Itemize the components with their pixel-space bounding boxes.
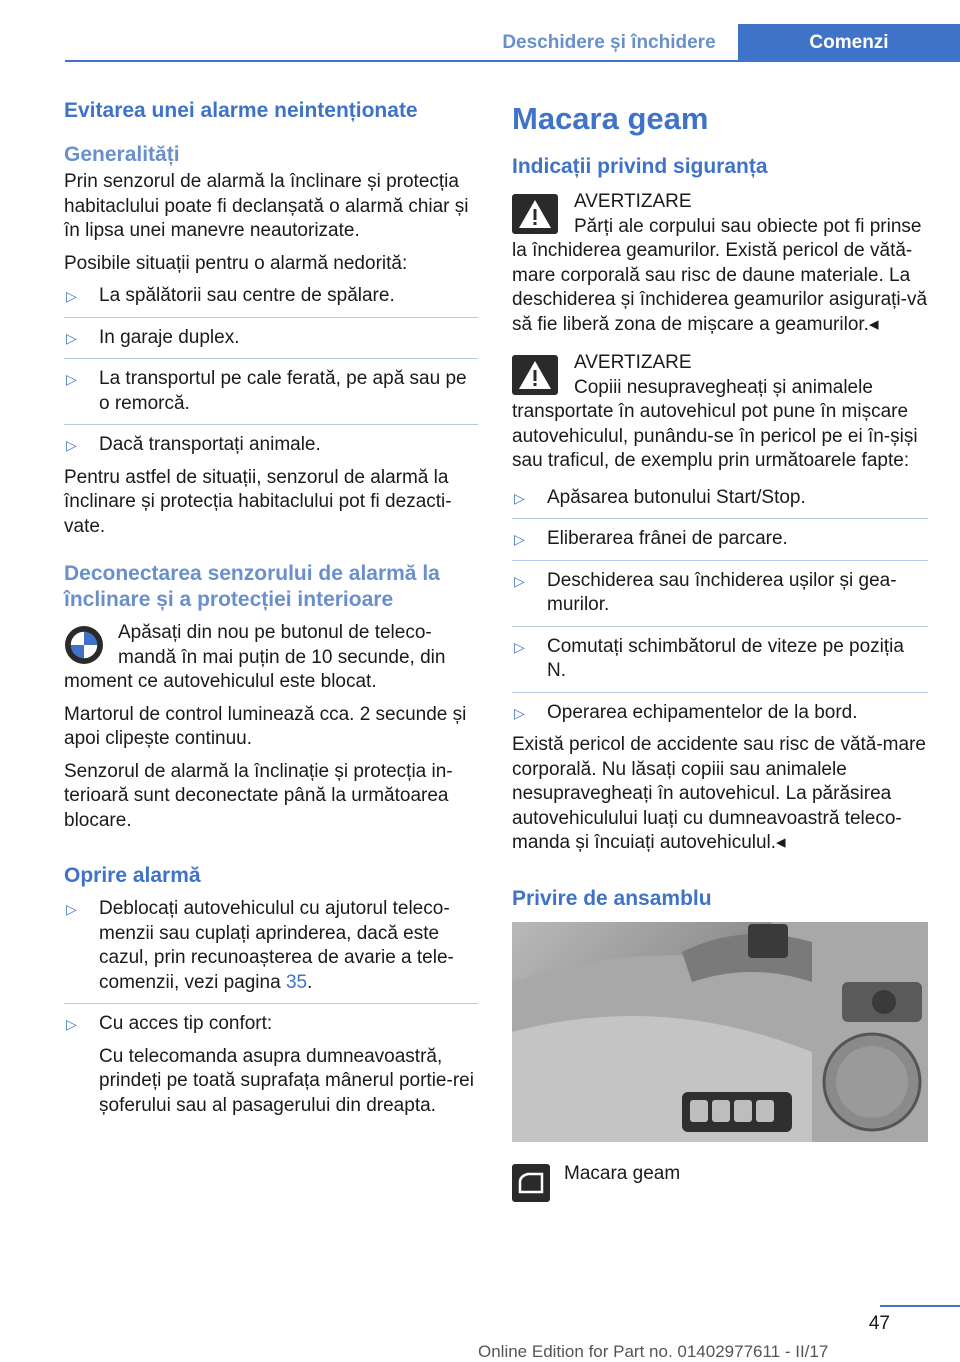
bmw-remote-icon	[64, 625, 104, 665]
warning-block-2	[512, 351, 928, 474]
list-item: ▷ Deblocați autovehiculul cu ajutorul teleco-menzii sau cuplați aprinderea, dacă este cazul, prin recunoașterea de avarie a tele-comenzii, vezi pagina 35.	[64, 897, 478, 1004]
left-column	[64, 98, 478, 1126]
triangle-bullet-icon: ▷	[66, 371, 77, 387]
right-column	[512, 100, 928, 1202]
warning-label: AVERTIZARE	[574, 352, 692, 373]
tab-chapter[interactable]: Comenzi	[738, 24, 960, 62]
stop-alarm-list	[64, 897, 478, 1118]
paragraph-danger: Există pericol de accidente sau risc de vătă-mare corporală. Nu lăsați copiii sau animalele nesupravegheați în autovehicul. La părăsirea autovehiculului luați cu dumneavoastră teleco-manda și încuiați autovehiculul.◂	[512, 734, 926, 853]
list-item: ▷ La spălătorii sau centre de spălare.	[64, 284, 478, 318]
list-item: ▷ Operarea echipamentelor de la bord.	[512, 701, 928, 726]
header-rule	[65, 60, 960, 62]
caption-text: Macara geam	[564, 1162, 681, 1184]
remote-instruction	[64, 621, 478, 703]
triangle-bullet-icon: ▷	[514, 638, 525, 655]
door-panel-photo	[512, 922, 928, 1142]
footer-rule	[880, 1305, 960, 1307]
warning-text: Părți ale corpului sau obiecte pot fi prinse la închiderea geamurilor. Există pericol de vătă-mare corporală sau risc de daune materiale. La deschiderea și închiderea geamurilor asigurați-vă să fie liberă zona de mișcare a geamurilor.◂	[512, 215, 928, 335]
list-item: ▷ Eliberarea frânei de parcare.	[512, 527, 928, 561]
situations-list	[64, 284, 478, 458]
section-title-stop-alarm: Oprire alarmă	[64, 864, 201, 887]
list-item: ▷ La transportul pe cale ferată, pe apă sau pe o remorcă.	[64, 367, 478, 425]
list-item: ▷ Comutați schimbătorul de viteze pe poziția N.	[512, 635, 928, 693]
triangle-bullet-icon: ▷	[514, 489, 525, 506]
section-title-alarm: Evitarea unei alarme neintenționate	[64, 99, 418, 122]
paragraph-deactivate: Pentru astfel de situații, senzorul de alarmă la înclinare și protecția habitaclului pot fi dezacti-vate.	[64, 466, 452, 537]
subheading-safety: Indicații privind siguranța	[512, 155, 768, 178]
photo-caption	[512, 1162, 928, 1202]
paragraph-press-button: Apăsați din nou pe butonul de teleco-mandă în mai puțin de 10 secunde, din moment ce autovehiculul este blocat.	[64, 622, 446, 692]
section-title-window: Macara geam	[512, 101, 709, 136]
triangle-bullet-icon: ▷	[514, 704, 525, 721]
page-number: 47	[868, 1313, 890, 1334]
list-item: ▷ Apăsarea butonului Start/Stop.	[512, 486, 928, 520]
subheading-overview: Privire de ansamblu	[512, 886, 712, 910]
list-item: ▷ In garaje duplex.	[64, 326, 478, 360]
danger-list	[512, 486, 928, 726]
triangle-bullet-icon: ▷	[66, 1016, 77, 1032]
footer-edition: Online Edition for Part no. 01402977611 - II/17	[478, 1342, 829, 1361]
triangle-bullet-icon: ▷	[514, 572, 525, 589]
warning-text: Copiii nesupravegheați și animalele transportate în autovehicul pot pune în mișcare autovehiculul, punându-se în pericol pe ei în-șiși sau traficul, de exemplu prin următoarele fapte:	[512, 376, 918, 471]
triangle-bullet-icon: ▷	[66, 901, 77, 917]
list-item: ▷ Cu acces tip confort: Cu telecomanda asupra dumneavoastră, prindeți pe toată suprafața mânerul portie-rei șoferului sau al pasagerului din dreapta.	[66, 1013, 474, 1116]
window-lift-icon	[512, 1164, 550, 1202]
list-item: ▷ Dacă transportați animale.	[64, 433, 478, 458]
subheading-disconnect: Deconectarea senzorului de alarmă la înclinare și a protecției interioare	[64, 562, 440, 611]
triangle-bullet-icon: ▷	[66, 329, 77, 346]
warning-triangle-icon	[512, 194, 558, 234]
warning-block-1	[512, 190, 928, 337]
triangle-bullet-icon: ▷	[66, 437, 77, 453]
paragraph-situations: Posibile situații pentru o alarmă nedorită:	[64, 252, 408, 274]
subheading-general: Generalități	[64, 143, 180, 166]
page-link[interactable]: 35	[285, 971, 308, 993]
paragraph-disconnected: Senzorul de alarmă la înclinație și protecția in-terioară sunt deconectate până la următoarea blocare.	[64, 760, 453, 831]
paragraph-indicator: Martorul de control luminează cca. 2 secunde și apoi clipește continuu.	[64, 703, 467, 749]
list-item: ▷ Deschiderea sau închiderea ușilor și gea-murilor.	[512, 569, 928, 627]
tab-section[interactable]: Deschidere și închidere	[502, 32, 716, 53]
paragraph-intro: Prin senzorul de alarmă la înclinare și protecția habitaclului poate fi declanșată o alarmă chiar și în lipsa unei manevre neautorizate.	[64, 171, 469, 241]
warning-label: AVERTIZARE	[574, 191, 692, 212]
header-bar	[0, 0, 960, 62]
triangle-bullet-icon: ▷	[514, 531, 525, 547]
warning-triangle-icon	[512, 355, 558, 395]
triangle-bullet-icon: ▷	[66, 288, 77, 304]
